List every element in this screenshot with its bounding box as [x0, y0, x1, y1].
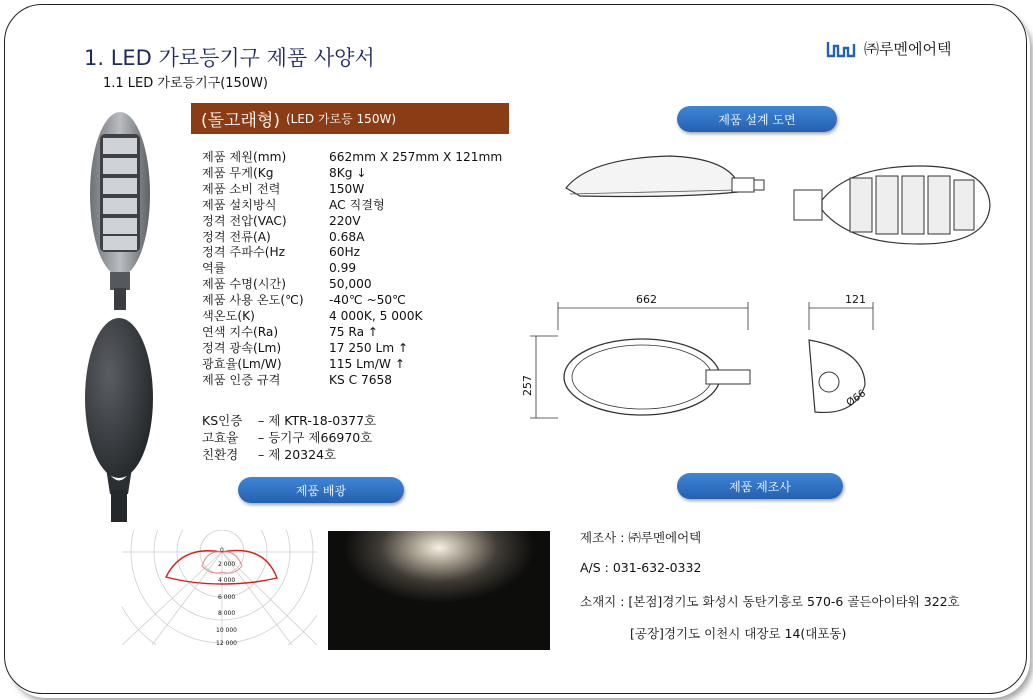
spec-key: 제품 제원(mm)	[202, 150, 287, 164]
spec-row	[202, 214, 502, 230]
drawing-dim-diameter: Ø66	[844, 388, 868, 409]
spec-list	[202, 150, 502, 389]
maker-as-phone: A/S : 031-632-0332	[580, 560, 702, 575]
cert-list	[202, 412, 376, 463]
logo-mark-icon	[826, 40, 858, 58]
polar-distribution-chart	[122, 530, 317, 645]
spec-row	[202, 245, 502, 261]
drawing-dim-height: 257	[521, 375, 534, 396]
spec-key: 제품 사용 온도(℃)	[202, 293, 304, 308]
light-beam-photo	[328, 531, 550, 650]
spec-key: 제품 소비 전력	[202, 181, 281, 196]
spec-value: 662mm X 257mm X 121mm	[329, 150, 503, 164]
drawing-side-view	[560, 150, 780, 215]
product-photo-top	[80, 112, 160, 312]
manufacturer-button[interactable]: 제품 제조사	[677, 473, 843, 499]
spec-key: 제품 인증 규격	[202, 372, 281, 387]
cert-value: – 제 KTR-18-0377호	[258, 413, 377, 428]
cert-key: KS인증	[202, 413, 243, 428]
spec-key: 색온도(K)	[202, 309, 255, 324]
spec-value: KS C 7658	[329, 372, 393, 387]
company-logo	[826, 38, 951, 59]
banner-type: (돌고래형)	[201, 111, 280, 131]
spec-row	[202, 230, 502, 246]
spec-value: 75 Ra ↑	[329, 324, 379, 339]
design-drawing-button[interactable]: 제품 설계 도면	[677, 106, 837, 132]
spec-key: 정격 주파수(Hz	[202, 245, 286, 260]
polar-label: 2 000	[218, 561, 236, 568]
spec-row	[202, 325, 502, 341]
drawing-dim-depth: 121	[845, 293, 866, 306]
logo-text: ㈜루멘에어텍	[864, 40, 952, 58]
spec-row	[202, 261, 502, 277]
drawing-side-section	[795, 290, 885, 420]
drawing-top-view	[790, 160, 1005, 250]
spec-key: 역률	[202, 261, 226, 276]
cert-row	[202, 446, 376, 463]
spec-key: 연색 지수(Ra)	[202, 324, 279, 339]
page-title: 1. LED 가로등기구 제품 사양서	[84, 46, 375, 70]
spec-value: 17 250 Lm ↑	[329, 340, 409, 355]
cert-row	[202, 412, 376, 429]
spec-value: 150W	[329, 181, 365, 196]
spec-row	[202, 277, 502, 293]
spec-value: 0.99	[329, 261, 357, 276]
spec-value: 60Hz	[329, 245, 361, 260]
polar-label: 4 000	[218, 577, 236, 584]
spec-key: 정격 전류(A)	[202, 229, 271, 244]
cert-key: 친환경	[202, 447, 239, 462]
polar-label: 8 000	[218, 610, 236, 617]
spec-value: 115 Lm/W ↑	[329, 356, 406, 371]
cert-row	[202, 429, 376, 446]
maker-address-factory: [공장]경기도 이천시 대장로 14(대포동)	[630, 626, 847, 641]
spec-row	[202, 198, 502, 214]
spec-key: 정격 광속(Lm)	[202, 340, 282, 355]
spec-value: 8Kg ↓	[329, 165, 367, 180]
spec-key: 제품 무게(Kg	[202, 165, 274, 180]
cert-key: 고효율	[202, 430, 239, 445]
spec-row	[202, 182, 502, 198]
spec-value: 50,000	[329, 277, 372, 292]
banner-model: (LED 가로등 150W)	[285, 112, 396, 126]
maker-name: 제조사 : ㈜루멘에어텍	[580, 530, 702, 545]
maker-address-hq: 소재지 : [본점]경기도 화성시 동탄기흥로 570-6 골든아이타워 322호	[580, 594, 960, 609]
drawing-dim-length: 662	[636, 293, 657, 306]
cert-value: – 등기구 제66970호	[258, 430, 373, 445]
spec-key: 제품 수명(시간)	[202, 277, 287, 292]
spec-key: 정격 전압(VAC)	[202, 213, 287, 228]
product-photo-bottom	[78, 318, 160, 524]
drawing-front-view	[518, 290, 768, 430]
polar-label: 6 000	[218, 594, 236, 601]
spec-row	[202, 309, 502, 325]
spec-value: 220V	[329, 213, 361, 228]
spec-value: 0.68A	[329, 229, 365, 244]
spec-row	[202, 341, 502, 357]
spec-row	[202, 166, 502, 182]
spec-value: -40℃ ~50℃	[329, 293, 406, 308]
spec-value: 4 000K, 5 000K	[329, 309, 423, 324]
polar-label: 12 000	[216, 640, 237, 647]
spec-row	[202, 293, 502, 309]
light-distribution-button[interactable]: 제품 배광	[238, 477, 404, 503]
spec-value: AC 직결형	[329, 197, 385, 212]
product-banner	[191, 103, 509, 134]
cert-value: – 제 20324호	[258, 447, 337, 462]
page-subtitle: 1.1 LED 가로등기구(150W)	[103, 76, 269, 91]
spec-row	[202, 373, 502, 389]
spec-row	[202, 150, 502, 166]
spec-key: 광효율(Lm/W)	[202, 356, 282, 371]
polar-label: 10 000	[216, 627, 237, 634]
spec-key: 제품 설치방식	[202, 197, 277, 212]
spec-row	[202, 357, 502, 373]
polar-label: 0	[220, 547, 224, 554]
